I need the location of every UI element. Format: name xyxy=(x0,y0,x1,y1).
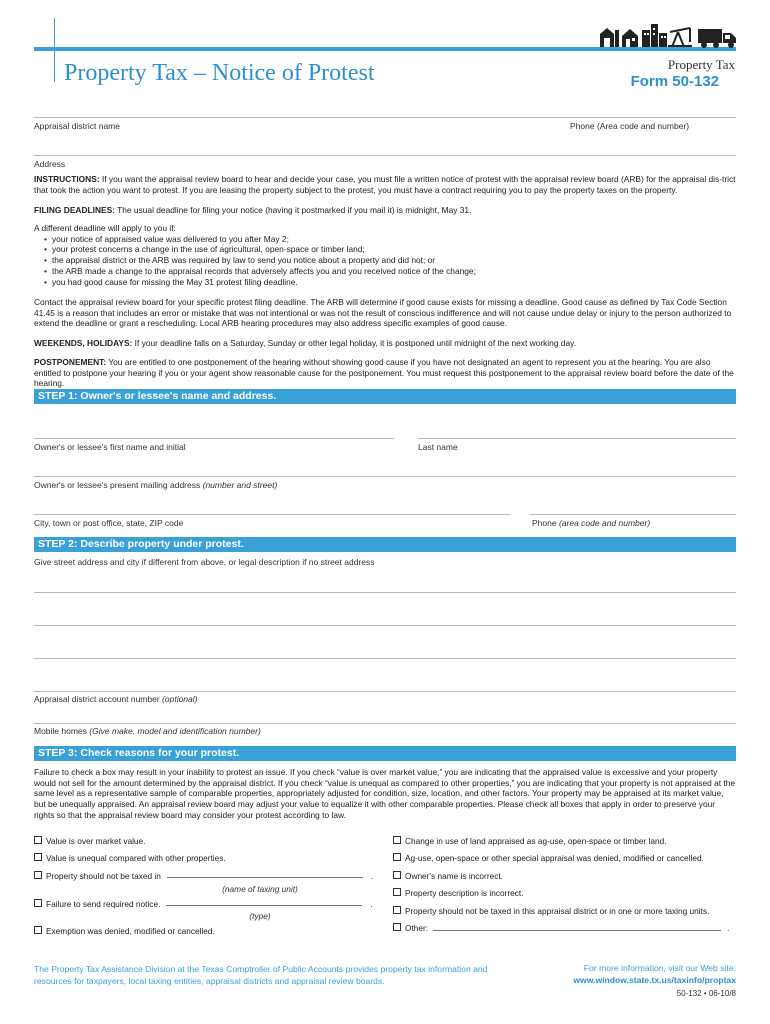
option-change-use-label: Change in use of land appraised as ag-use, open-space or timber land. xyxy=(405,836,667,846)
footer-website-link[interactable]: www.window.state.tx.us/taxinfo/proptax xyxy=(573,975,736,985)
account-number-line[interactable] xyxy=(34,691,736,692)
option-other-label: Other: xyxy=(405,923,429,933)
property-description-line-1[interactable] xyxy=(34,592,736,593)
option-ag-use[interactable] xyxy=(393,853,704,863)
option-unequal[interactable] xyxy=(34,853,226,863)
step2-heading: STEP 2: Describe property under protest. xyxy=(34,537,736,552)
form-number: Form 50-132 xyxy=(630,73,719,90)
mailing-address-text: Owner's or lessee's present mailing address xyxy=(34,480,201,490)
filing-deadlines-text: The usual deadline for filing your notice (having it postmarked if you mail it) is midnight, May 31. xyxy=(117,205,472,215)
option-description-label: Property description is incorrect. xyxy=(405,888,524,898)
footer-description: The Property Tax Assistance Division at the Texas Comptroller of Public Accounts provides property tax information and resources for taxpayers, local taxing entities, appraisal districts and appraisal review boards. xyxy=(34,964,488,986)
option-not-in-district-label: Property should not be taxed in this appraisal district or in one or more taxing units. xyxy=(405,906,710,916)
instructions-paragraph xyxy=(34,174,736,195)
checkbox-exemption[interactable] xyxy=(34,926,42,934)
option-over-market-label: Value is over market value. xyxy=(46,836,146,846)
owner-phone-line[interactable] xyxy=(530,514,736,515)
other-input-line[interactable] xyxy=(433,930,721,931)
option-over-market[interactable] xyxy=(34,836,145,846)
city-buildings-icon xyxy=(642,24,667,47)
mailing-address-line[interactable] xyxy=(34,476,736,477)
postponement-label: POSTPONEMENT: xyxy=(34,357,107,367)
property-description-line-2[interactable] xyxy=(34,625,736,626)
postponement-text: You are entitled to one postponement of the hearing without showing good cause if you have not designated an agent to represent you at the hearing. You are also entitled to postpone your hearing if you or your agent show reasonable cause for the postponement. You must request this postponement to the appraisal review board before the date of the hearing. xyxy=(34,357,734,389)
checkbox-ag-use[interactable] xyxy=(393,853,401,861)
mailing-address-hint: (number and street) xyxy=(202,480,278,490)
appraisal-district-line[interactable] xyxy=(34,117,736,118)
truck-icon xyxy=(698,29,736,48)
farm-barn-icon xyxy=(600,28,619,47)
address-label: Address xyxy=(34,159,66,169)
mobile-homes-label xyxy=(34,726,261,736)
step1-heading: STEP 1: Owner's or lessee's name and address. xyxy=(34,389,736,404)
mobile-homes-line[interactable] xyxy=(34,723,736,724)
filing-deadlines-paragraph xyxy=(34,205,736,216)
option-not-taxed-label: Property should not be taxed in xyxy=(46,871,161,881)
city-label: City, town or post office, state, ZIP code xyxy=(34,518,184,528)
option-change-use[interactable] xyxy=(393,836,667,846)
different-deadline-block xyxy=(34,223,736,287)
mailing-address-label xyxy=(34,480,277,490)
option-failure-notice-label: Failure to send required notice. xyxy=(46,899,161,909)
option-not-taxed[interactable] xyxy=(34,871,373,881)
footer-more-info: For more information, visit our Web site: xyxy=(583,963,736,973)
instructions-text: If you want the appraisal review board to hear and decide your case, you must file a written notice of protest with the appraisal review board (ARB) for the appraisal dis-trict that took the action you want to protest. If you are leasing the property subject to the protest, you must have a contract requiring you to pay the property taxes on the property. xyxy=(34,174,736,195)
list-item: • the appraisal district or the ARB was required by law to send you notice about a property and did not; or xyxy=(44,255,736,266)
appraisal-district-name-label: Appraisal district name xyxy=(34,121,120,131)
checkbox-change-use[interactable] xyxy=(393,836,401,844)
notice-type-hint: (type) xyxy=(249,911,271,921)
instructions-label: INSTRUCTIONS: xyxy=(34,174,100,184)
mobile-homes-text: Mobile homes xyxy=(34,726,87,736)
house-icon xyxy=(622,29,638,47)
list-item: • you had good cause for missing the May 31 protest filing deadline. xyxy=(44,277,736,288)
step3-intro-paragraph: Failure to check a box may result in your inability to protest an issue. If you check “value is over market value,” you are indicating that the appraised value is excessive and your property would not sell for the amount determined by the appraisal district. If you check “value is unequal as compared to other properties,” you are indicating that your property is not appraised at the same level as a representative sample of comparable properties, appropriately adjusted for condition, size, location, and other factors. Your property may be appraised at its market value, but be unequally appraised. An appraisal review board may adjust your value to equalize it with other comparable properties. Please check all boxes that apply in order to preserve your rights so that the appraisal review board may consider your protest according to law. xyxy=(34,767,736,820)
account-number-label xyxy=(34,694,197,704)
checkbox-unequal[interactable] xyxy=(34,853,42,861)
first-name-line[interactable] xyxy=(34,438,394,439)
checkbox-not-taxed[interactable] xyxy=(34,871,42,879)
taxing-unit-input-line[interactable] xyxy=(167,877,363,878)
list-item: • your notice of appraised value was delivered to you after May 2; xyxy=(44,234,736,245)
first-name-label: Owner's or lessee's first name and initial xyxy=(34,442,186,452)
option-owner-name-label: Owner's name is incorrect. xyxy=(405,871,503,881)
option-ag-use-label: Ag-use, open-space or other special appraisal was denied, modified or cancelled. xyxy=(405,853,704,863)
checkbox-not-in-district[interactable] xyxy=(393,906,401,914)
weekends-text: If your deadline falls on a Saturday, Sunday or other legal holiday, it is postponed until midnight of the next working day. xyxy=(134,338,577,348)
checkbox-owner-name[interactable] xyxy=(393,871,401,879)
postponement-paragraph xyxy=(34,357,736,389)
property-description-label: Give street address and city if different from above, or legal description if no street address xyxy=(34,557,375,567)
other-period: . xyxy=(727,923,730,933)
last-name-line[interactable] xyxy=(418,438,736,439)
taxing-unit-period: . xyxy=(370,871,374,881)
address-line[interactable] xyxy=(34,155,736,156)
account-number-text: Appraisal district account number xyxy=(34,694,160,704)
option-description[interactable] xyxy=(393,888,524,898)
good-cause-paragraph: Contact the appraisal review board for your specific protest filing deadline. The ARB will determine if good cause exists for missing a deadline. Good cause as defined by Tax Code Section 41.45 is a reason that includes an error or mistake that was not intentional or was not the result of conscious indifference and will not cause undue delay or injury to the person authorized to extend the deadline or grant a rescheduling. Local ARB hearing procedures may also address specific examples of good cause. xyxy=(34,297,732,329)
checkbox-over-market[interactable] xyxy=(34,836,42,844)
weekends-label: WEEKENDS, HOLIDAYS: xyxy=(34,338,133,348)
oil-pump-icon xyxy=(668,28,692,47)
list-item: • the ARB made a change to the appraisal records that adversely affects you and you received notice of the change; xyxy=(44,266,736,277)
owner-phone-hint: (area code and number) xyxy=(558,518,651,528)
owner-phone-text: Phone xyxy=(532,518,557,528)
different-deadline-intro: A different deadline will apply to you if: xyxy=(34,223,176,233)
option-exemption[interactable] xyxy=(34,926,215,936)
checkbox-failure-notice[interactable] xyxy=(34,899,42,907)
account-number-hint: (optional) xyxy=(162,694,198,704)
list-item: • your protest concerns a change in the use of agricultural, open-space or timber land; xyxy=(44,244,736,255)
weekends-paragraph xyxy=(34,338,736,349)
option-owner-name[interactable] xyxy=(393,871,503,881)
option-failure-notice[interactable] xyxy=(34,899,373,909)
deadline-bullet-list xyxy=(44,234,736,288)
district-phone-label: Phone (Area code and number) xyxy=(570,121,690,131)
footer-form-code: 50-132 • 06-10/8 xyxy=(676,989,736,998)
checkbox-other[interactable] xyxy=(393,923,401,931)
option-exemption-label: Exemption was denied, modified or cancelled. xyxy=(46,926,215,936)
filing-deadlines-label: FILING DEADLINES: xyxy=(34,205,115,215)
mobile-homes-hint: (Give make, model and identification number) xyxy=(89,726,261,736)
form-category: Property Tax xyxy=(667,57,735,72)
option-not-in-district[interactable] xyxy=(393,906,709,916)
checkbox-description[interactable] xyxy=(393,888,401,896)
property-description-line-3[interactable] xyxy=(34,658,736,659)
notice-type-period: . xyxy=(370,899,373,909)
owner-phone-label xyxy=(532,518,650,528)
option-unequal-label: Value is unequal compared with other properties. xyxy=(46,853,226,863)
header-icons xyxy=(598,20,738,48)
step3-heading: STEP 3: Check reasons for your protest. xyxy=(34,746,736,761)
last-name-label: Last name xyxy=(418,442,458,452)
city-line[interactable] xyxy=(34,514,510,515)
taxing-unit-hint: (name of taxing unit) xyxy=(222,884,298,894)
option-other[interactable] xyxy=(393,923,729,933)
form-title: Property Tax – Notice of Protest xyxy=(64,60,375,86)
notice-type-input-line[interactable] xyxy=(166,905,362,906)
